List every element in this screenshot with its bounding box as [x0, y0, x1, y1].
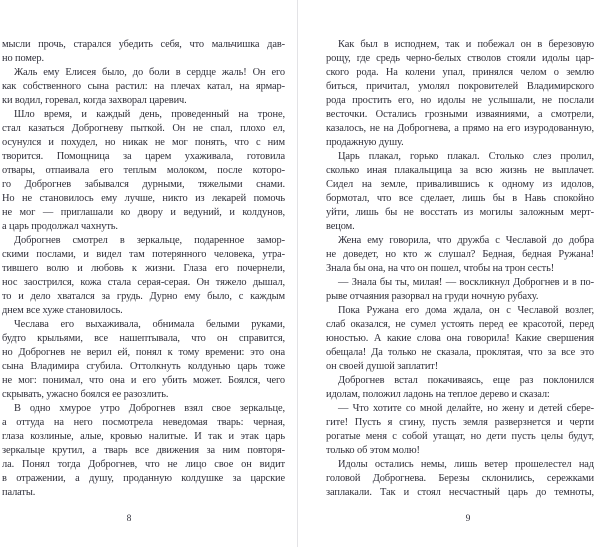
text-line: сына Владимира сгубила. Оттолкнуть колдунью царь тоже: [2, 361, 285, 372]
text-line: ла. Понял тогда Доброгнев, что не лицо свое он видит: [2, 459, 285, 470]
text-line: рощу, где средь черно-белых стволов стояли идолы цар-: [326, 53, 594, 64]
text-line: в отражении, а душу, проданную колдушке за царские: [2, 473, 285, 484]
text-line: Жена ему говорила, что дружба с Чеславой до добра: [338, 235, 594, 246]
text-line: весточки. Остались грозными изваяниями, а смотрели,: [326, 109, 594, 120]
text-line: мысли прочь, старался убедить себя, что мальчишка дав-: [2, 39, 285, 50]
page-left-number: 8: [126, 514, 132, 524]
text-line: идолам, положил ладонь на теплое дерево и сказал:: [326, 389, 550, 400]
text-line: го Доброгнев забывался дурными, тяжелыми снами.: [2, 179, 285, 190]
text-line: Доброгнев встал покачиваясь, еще раз поклонился: [338, 375, 594, 386]
text-line: рода простить его, но идолы не услышали, не послали: [326, 95, 594, 106]
text-line: Жаль ему Елисея было, до боли в сердце жаль! Он его: [14, 67, 285, 78]
text-line: тившего волю и любовь к жизни. Глаза его почернели,: [2, 263, 285, 274]
text-line: не мог — приглашали ко двору и ведуний, и колдунов,: [2, 207, 285, 218]
text-line: — Что хотите со мной делайте, но жену и детей сбере-: [338, 403, 594, 414]
text-line: будто крыльями, все нашептывала, что он справится,: [2, 333, 285, 344]
text-line: Но не становилось ему лучше, никто из лекарей помочь: [2, 193, 285, 204]
text-line: продажную душу.: [326, 137, 404, 148]
text-line: Идолы остались немы, лишь ветер прошелестел над: [338, 459, 594, 470]
text-line: не доведет, но кто ж слушал? Бедная, бедная Ружана!: [326, 249, 594, 260]
text-line: палаты.: [2, 487, 36, 498]
text-line: Шло время, и каждый день, проведенный на троне,: [14, 109, 285, 120]
page-right-number: 9: [465, 514, 471, 524]
text-line: то и дело хватался за грудь. Дурно ему было, с каждым: [2, 291, 285, 302]
text-line: уйти, лишь бы не восстать из могилы заложным мерт-: [326, 207, 594, 218]
text-line: ского рода. На колени упал, принялся челом о землю: [326, 67, 594, 78]
text-line: рогатые меня с собой утащат, но дети пусть целы будут,: [326, 431, 594, 442]
text-line: он своей душой заплатит!: [326, 361, 439, 372]
text-line: осунулся и похудел, но никак не мог понять, что с ним: [2, 137, 285, 148]
text-line: ки водил, горевал, когда захворал царевич.: [2, 95, 187, 106]
text-line: головой Доброгнева. Березы склонились, сережками: [326, 473, 594, 484]
text-line: Пока Ружана его дома ждала, он с Чеславой возлег,: [338, 305, 594, 316]
text-line: сколько иная плакальщица за всю жизнь не выплачет.: [326, 165, 594, 176]
text-line: казалось, не на Доброгнева, а прямо на его изуродованную,: [326, 123, 594, 134]
text-line: гите! Пусть я сгину, пусть земля разверзнется и черти: [326, 417, 594, 428]
text-line: а оттуда на него посмотрела неведомая тварь: черная,: [2, 417, 285, 428]
text-line: вецом.: [326, 221, 355, 232]
text-line: Как был в исподнем, так и побежал он в березовую: [338, 39, 594, 50]
text-line: бормотал, что все сделает, лишь бы в Навь спокойно: [326, 193, 594, 204]
text-line: рыве отчаяния разорвал на груди ночную рубаху.: [326, 291, 539, 302]
text-line: только об этом молю!: [326, 445, 420, 456]
page-divider: [297, 0, 298, 547]
page-right-text: [326, 38, 594, 500]
text-line: нос заострился, кожа стала серая-серая. Он тяжело дышал,: [2, 277, 285, 288]
text-line: биться, причитал, умолял покровителей Владимирского: [326, 81, 594, 92]
text-line: творится. Помощница за царем ухаживала, готовила: [2, 151, 285, 162]
text-line: — Знала бы ты, милая! — воскликнул Доброгнев и в по-: [338, 277, 594, 288]
text-line: как собственного сына растил: на плечах катал, на ярмар-: [2, 81, 285, 92]
text-line: обещала! Да только не сказала, проклятая, что за все это: [326, 347, 594, 358]
text-line: юностью. А какие слова она говорила! Какие свершения: [326, 333, 594, 344]
text-line: Царь плакал, горько плакал. Столько слез пролил,: [338, 151, 594, 162]
text-line: а царь продолжал чахнуть.: [2, 221, 118, 232]
text-line: скими послами, и видел там потерянного человека, утра-: [2, 249, 285, 260]
text-line: стал казаться Доброгневу пыткой. Он не спал, плохо ел,: [2, 123, 285, 134]
text-line: но Доброгнев не верил ей, понял к тому времени: это она: [2, 347, 285, 358]
text-line: скрывать, ужасно боялся ее разозлить.: [2, 389, 169, 400]
text-line: Доброгнев смотрел в зеркальце, подаренное замор-: [14, 235, 285, 246]
text-line: Сидел на земле, привалившись к одному из идолов,: [326, 179, 594, 190]
text-line: Чеслава его выхаживала, обнимала белыми руками,: [14, 319, 285, 330]
text-line: но помер.: [2, 53, 44, 64]
text-line: Знала бы она, на что он пошел, чтобы на трон сесть!: [326, 263, 555, 274]
page-left-text: [2, 38, 285, 500]
text-line: слаб оказался, не сумел устоять перед ее красотой, перед: [326, 319, 594, 330]
text-line: не мог: понимал, что она и его убить может. Боялся, чего: [2, 375, 285, 386]
text-line: заплакали. Так и стоял несчастный царь до темноты,: [326, 487, 594, 498]
text-line: днем все хуже становилось.: [2, 305, 123, 316]
text-line: глаза козлиные, алые, кровью налитые. И так и этак царь: [2, 431, 285, 442]
text-line: отвары, отпаивала его теплым молоком, после которо-: [2, 165, 285, 176]
text-line: зеркальце крутил, а тварь все движения за ним повторя-: [2, 445, 285, 456]
text-line: В одно хмурое утро Доброгнев взял свое зеркальце,: [14, 403, 285, 414]
